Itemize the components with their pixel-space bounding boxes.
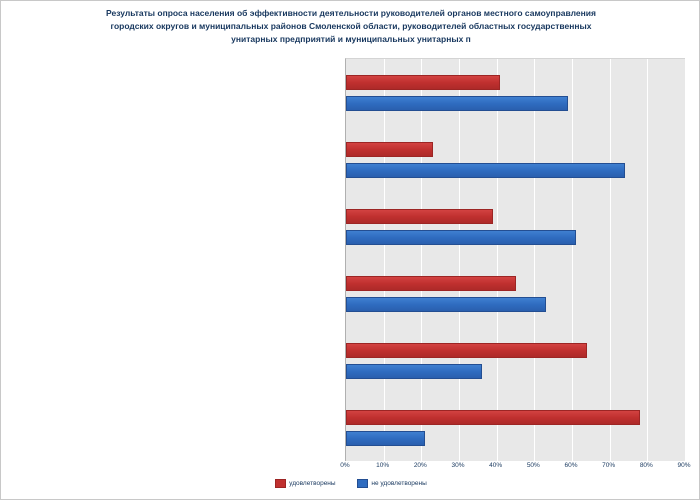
x-axis-tick-label: 10% (376, 462, 390, 469)
bar-satisfied (346, 276, 516, 291)
x-axis-tick-label: 90% (677, 462, 691, 469)
bar-satisfied (346, 75, 500, 90)
bar-satisfied (346, 209, 493, 224)
plot-area (345, 58, 685, 461)
x-axis-tick-label: 50% (526, 462, 540, 469)
chart-title (61, 7, 641, 46)
legend-item-unsatisfied (357, 479, 426, 488)
bar-unsatisfied (346, 431, 425, 446)
x-axis-tick-label: 60% (564, 462, 578, 469)
bar-satisfied (346, 343, 587, 358)
x-axis-tick-label: 0% (340, 462, 350, 469)
bar-unsatisfied (346, 297, 546, 312)
chart-title-line-2: городских округов и муниципальных районов Смоленской области, руководителей областных государственных (110, 21, 592, 31)
legend-label-satisfied: удовлетворены (289, 480, 336, 487)
bar-unsatisfied (346, 96, 568, 111)
gridline (685, 59, 686, 461)
bar-satisfied (346, 410, 640, 425)
chart-title-line-3: унитарных предприятий и муниципальных унитарных п (231, 34, 471, 44)
x-axis-tick-label: 80% (639, 462, 653, 469)
x-axis-tick-label: 70% (602, 462, 616, 469)
chart-category-row (346, 260, 685, 327)
chart-legend (1, 479, 700, 488)
bar-unsatisfied (346, 364, 482, 379)
x-axis-tick-label: 40% (489, 462, 503, 469)
chart-category-row (346, 59, 685, 126)
x-axis-tick-label: 30% (451, 462, 465, 469)
chart-category-row (346, 193, 685, 260)
bar-unsatisfied (346, 230, 576, 245)
legend-swatch-icon (357, 479, 368, 488)
legend-swatch-icon (275, 479, 286, 488)
bar-satisfied (346, 142, 433, 157)
chart-category-row (346, 394, 685, 461)
chart-title-line-1: Результаты опроса населения об эффективности деятельности руководителей органов местного самоуправления (106, 8, 596, 18)
legend-item-satisfied (275, 479, 335, 488)
x-axis-tick-label: 20% (413, 462, 427, 469)
x-axis (340, 462, 691, 476)
chart-category-row (346, 126, 685, 193)
chart-category-row (346, 327, 685, 394)
legend-label-unsatisfied: не удовлетворены (371, 480, 427, 487)
bar-unsatisfied (346, 163, 625, 178)
